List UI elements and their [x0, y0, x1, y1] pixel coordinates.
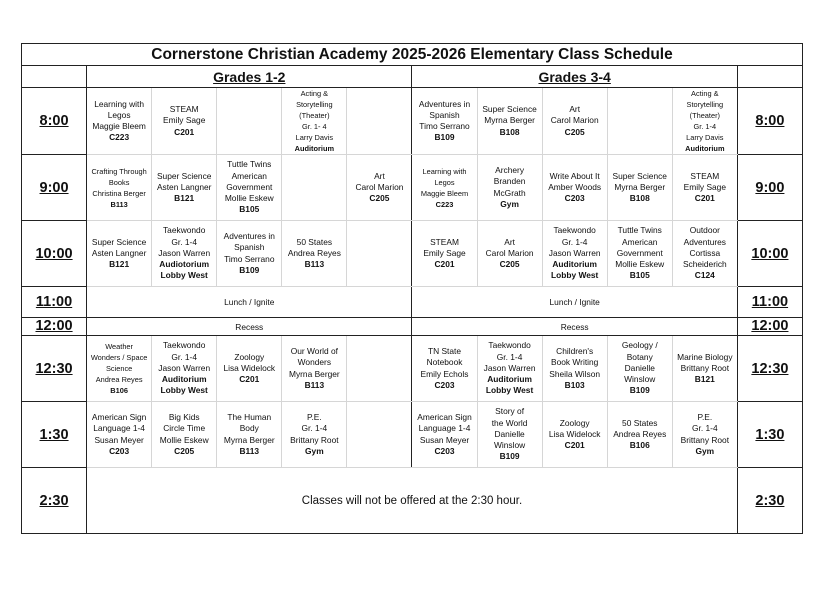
room-location: C205: [369, 193, 390, 204]
class-detail: Myrna Berger: [223, 434, 275, 445]
class-name: Crafting Through: [91, 166, 147, 176]
class-name: Zoology: [234, 351, 265, 362]
class-name: Tuttle Twins: [227, 159, 272, 170]
class-name: STEAM: [430, 236, 459, 247]
room-location: Lobby West: [485, 385, 534, 396]
time-label: 11:00: [22, 287, 87, 318]
class-name: Story of: [495, 406, 525, 417]
empty-class-cell: [347, 336, 412, 402]
class-name: Super Science: [91, 236, 147, 247]
class-detail: Jason Warren: [158, 247, 211, 258]
room-location: Auditorium: [685, 144, 725, 153]
class-detail: Asten Langner: [156, 181, 212, 192]
class-detail: Gr. 1- 4: [302, 122, 327, 131]
class-cell: [542, 155, 607, 221]
room-location: C201: [174, 126, 195, 137]
class-cell: [412, 402, 477, 468]
room-location: Audiotorium: [159, 259, 210, 270]
schedule-row: [22, 336, 803, 402]
class-detail: Books: [108, 177, 130, 187]
class-detail: (Theater): [299, 111, 330, 120]
class-cell: [672, 402, 737, 468]
class-name: Art: [569, 104, 581, 115]
class-name: Big Kids: [168, 412, 200, 423]
room-location: Auditorium: [161, 374, 207, 385]
class-detail: Larry Davis: [295, 133, 334, 142]
class-detail: Mollie Eskew: [224, 193, 274, 204]
class-detail: (Theater): [689, 111, 721, 120]
class-cell: [412, 336, 477, 402]
class-name: Tuttle Twins: [617, 225, 662, 236]
class-detail: Maggie Bleem: [92, 121, 146, 131]
room-location: B113: [110, 199, 128, 209]
room-location: C201: [434, 259, 455, 270]
class-detail: Myrna Berger: [484, 115, 535, 126]
class-name: Super Science: [482, 104, 537, 115]
time-label: 2:30: [737, 468, 802, 534]
class-detail: Maggie Bleem: [420, 188, 469, 198]
schedule-row: [22, 221, 803, 287]
class-detail: Carol Marion: [355, 181, 404, 192]
class-cell: [672, 155, 737, 221]
schedule-title: Cornerstone Christian Academy 2025-2026 Elementary Class Schedule: [22, 44, 803, 66]
class-detail: Andrea Reyes: [613, 428, 667, 439]
header-corner-right: [737, 66, 802, 88]
class-detail: Myrna Berger: [288, 368, 340, 379]
class-detail: Scheiderich: [682, 259, 727, 270]
class-cell: [477, 88, 542, 155]
class-detail: Storytelling: [296, 100, 333, 109]
class-detail: Gr. 1-4: [561, 236, 588, 247]
class-detail: Book Writing: [551, 357, 599, 368]
class-detail: Jason Warren: [483, 362, 536, 373]
class-detail: Botany: [626, 351, 653, 362]
class-detail: Carol Marion: [550, 115, 599, 126]
class-name: Super Science: [612, 170, 667, 181]
class-name: 50 States: [296, 236, 333, 247]
class-name: Our World of: [290, 346, 339, 357]
class-cell: [607, 155, 672, 221]
class-detail: Mollie Eskew: [159, 434, 209, 445]
room-location: Lobby West: [551, 270, 599, 281]
class-detail: Asten Langner: [91, 247, 147, 258]
class-name: Archery: [495, 165, 525, 176]
empty-class-cell: [347, 402, 412, 468]
empty-class-cell: [217, 88, 282, 155]
class-detail: Storytelling: [686, 100, 724, 109]
room-location: Auditorium: [294, 144, 335, 153]
class-detail: Notebook: [426, 357, 463, 368]
recess-cell: Recess: [412, 318, 737, 336]
class-name: Children's: [556, 346, 594, 357]
room-location: C201: [564, 440, 585, 451]
class-detail: Winslow: [493, 440, 526, 451]
class-detail: Emily Sage: [163, 115, 206, 126]
class-detail: Circle Time: [163, 423, 206, 434]
class-name: Adventures in: [223, 231, 275, 242]
class-detail: Myrna Berger: [614, 181, 666, 192]
class-cell: [412, 221, 477, 287]
class-detail: Adventures: [683, 236, 726, 247]
class-detail: Emily Sage: [423, 247, 466, 258]
class-cell: [542, 336, 607, 402]
empty-class-cell: [607, 88, 672, 155]
class-detail: Language 1-4: [418, 423, 471, 434]
grade-group-header: Grades 1-2: [87, 66, 412, 88]
class-cell: [477, 155, 542, 221]
class-name: Acting &: [300, 89, 329, 98]
class-detail: Sheila Wilson: [549, 368, 601, 379]
lunch-cell: Lunch / Ignite: [412, 287, 737, 318]
class-cell: [87, 155, 152, 221]
room-location: B105: [239, 204, 260, 215]
time-label: 1:30: [737, 402, 802, 468]
class-detail: Emily Sage: [683, 181, 726, 192]
schedule-row: [22, 402, 803, 468]
room-location: C203: [564, 193, 585, 204]
room-location: C124: [694, 270, 715, 281]
time-label: 11:00: [737, 287, 802, 318]
room-location: B121: [174, 193, 195, 204]
class-detail: Government: [226, 181, 273, 192]
class-name: Taekwondo: [163, 225, 206, 236]
time-label: 10:00: [737, 221, 802, 287]
class-detail: Lisa Widelock: [548, 428, 601, 439]
class-detail: Branden: [493, 176, 526, 187]
class-detail: Cortissa: [689, 247, 721, 258]
class-detail: Gr. 1-4: [301, 423, 328, 434]
class-name: Zoology: [559, 417, 590, 428]
room-location: B121: [694, 374, 715, 385]
room-location: C205: [174, 445, 195, 456]
room-location: C201: [239, 374, 260, 385]
class-cell: [217, 402, 282, 468]
no-classes-note: Classes will not be offered at the 2:30 hour.: [87, 468, 738, 534]
class-cell: [152, 88, 217, 155]
class-detail: Timo Serrano: [419, 121, 470, 131]
class-detail: Language 1-4: [93, 423, 145, 434]
room-location: Gym: [500, 198, 519, 209]
class-detail: American: [622, 236, 658, 247]
room-location: Auditorium: [487, 374, 532, 385]
room-location: B109: [499, 451, 520, 462]
room-location: Gym: [305, 445, 324, 456]
class-detail: the World: [491, 417, 528, 428]
class-name: TN State: [427, 346, 462, 357]
class-cell: [282, 402, 347, 468]
class-cell: [217, 155, 282, 221]
room-location: B121: [109, 259, 130, 270]
class-detail: Brittany Root: [290, 434, 339, 445]
time-label: 8:00: [22, 88, 87, 155]
class-detail: Legos: [434, 177, 455, 187]
class-name: P.E.: [697, 412, 713, 423]
class-detail: Spanish: [234, 242, 265, 253]
class-cell: [672, 336, 737, 402]
room-location: C205: [564, 126, 585, 137]
room-location: B113: [239, 445, 260, 456]
class-cell: [542, 402, 607, 468]
empty-class-cell: [282, 155, 347, 221]
recess-cell: Recess: [87, 318, 412, 336]
class-cell: [152, 155, 217, 221]
empty-class-cell: [347, 88, 412, 155]
class-cell: [282, 88, 347, 155]
class-name: American Sign: [417, 412, 472, 423]
class-detail: McGrath: [493, 187, 526, 198]
class-name: Outdoor: [689, 225, 720, 236]
room-location: B106: [629, 440, 650, 451]
time-label: 1:30: [22, 402, 87, 468]
lunch-row: [22, 287, 803, 318]
class-schedule-table: [21, 43, 803, 534]
class-detail: American: [231, 170, 267, 181]
class-cell: [412, 155, 477, 221]
class-detail: Andrea Reyes: [95, 375, 143, 384]
time-label: 10:00: [22, 221, 87, 287]
class-cell: [152, 402, 217, 468]
class-name: Taekwondo: [163, 340, 206, 351]
class-detail: Gr. 1-4: [496, 351, 523, 362]
class-cell: [607, 402, 672, 468]
class-cell: [217, 336, 282, 402]
class-detail: Mollie Eskew: [615, 259, 665, 270]
class-cell: [607, 336, 672, 402]
class-detail: Wonders / Space: [90, 353, 148, 362]
time-label: 12:00: [737, 318, 802, 336]
grade-group-header: Grades 3-4: [412, 66, 737, 88]
class-name: Learning with: [94, 98, 145, 109]
room-location: B113: [304, 379, 325, 390]
class-detail: Susan Meyer: [94, 434, 144, 445]
class-detail: Jason Warren: [158, 362, 211, 373]
room-location: C223: [435, 199, 454, 209]
class-detail: Christina Berger: [92, 188, 146, 198]
class-detail: Brittany Root: [680, 434, 730, 445]
class-name: STEAM: [690, 170, 720, 181]
class-detail: Government: [616, 247, 663, 258]
room-location: B103: [564, 379, 585, 390]
class-name: Write About It: [549, 170, 600, 181]
room-location: B105: [629, 270, 650, 281]
class-name: Geology /: [621, 340, 658, 351]
room-location: B108: [499, 126, 520, 137]
time-label: 12:30: [22, 336, 87, 402]
room-location: B109: [629, 385, 650, 396]
class-cell: [87, 221, 152, 287]
class-detail: Wonders: [297, 357, 332, 368]
class-name: Marine Biology: [677, 351, 733, 362]
class-detail: Legos: [107, 109, 131, 120]
class-cell: [672, 221, 737, 287]
class-name: Weather: [105, 342, 134, 351]
class-detail: Winslow: [624, 374, 656, 385]
class-detail: Larry Davis: [686, 133, 724, 142]
time-label: 8:00: [737, 88, 802, 155]
time-label: 9:00: [22, 155, 87, 221]
class-name: Art: [504, 236, 515, 247]
class-detail: Carol Marion: [485, 247, 534, 258]
room-location: Gym: [695, 445, 715, 456]
class-detail: Andrea Reyes: [287, 247, 341, 258]
room-location: B113: [304, 259, 325, 270]
time-label: 12:30: [737, 336, 802, 402]
schedule-row: [22, 155, 803, 221]
class-detail: Danielle: [494, 428, 525, 439]
class-cell: [607, 221, 672, 287]
class-detail: Science: [105, 364, 133, 373]
class-cell: [672, 88, 737, 155]
room-location: C203: [109, 445, 130, 456]
class-name: The Human: [227, 412, 272, 423]
room-location: Lobby West: [160, 385, 208, 396]
lunch-cell: Lunch / Ignite: [87, 287, 412, 318]
class-name: 50 States: [622, 417, 658, 428]
class-detail: Brittany Root: [680, 362, 730, 373]
time-label: 9:00: [737, 155, 802, 221]
class-cell: [347, 155, 412, 221]
class-cell: [412, 88, 477, 155]
empty-class-cell: [347, 221, 412, 287]
class-detail: Jason Warren: [548, 247, 601, 258]
class-cell: [87, 402, 152, 468]
class-name: STEAM: [169, 104, 199, 115]
class-name: Acting &: [691, 89, 719, 98]
room-location: C203: [434, 379, 455, 390]
class-cell: [152, 336, 217, 402]
room-location: B106: [110, 386, 128, 395]
class-name: American Sign: [91, 412, 147, 423]
room-location: Auditorium: [552, 259, 597, 270]
final-row: [22, 468, 803, 534]
room-location: B108: [629, 193, 650, 204]
class-cell: [477, 336, 542, 402]
room-location: C201: [694, 193, 715, 204]
class-name: P.E.: [306, 412, 322, 423]
class-detail: Spanish: [429, 109, 460, 120]
class-detail: Amber Woods: [548, 181, 602, 192]
class-cell: [542, 221, 607, 287]
room-location: B109: [239, 264, 260, 275]
room-location: C223: [109, 132, 130, 143]
class-detail: Gr. 1-4: [171, 236, 197, 247]
recess-row: [22, 318, 803, 336]
class-detail: Susan Meyer: [419, 434, 470, 445]
time-label: 12:00: [22, 318, 87, 336]
class-cell: [282, 336, 347, 402]
header-corner-left: [22, 66, 87, 88]
class-name: Learning with: [422, 166, 467, 176]
class-name: Taekwondo: [488, 340, 531, 351]
class-detail: Gr. 1-4: [693, 122, 717, 131]
room-location: C203: [434, 445, 455, 456]
class-cell: [477, 221, 542, 287]
class-cell: [542, 88, 607, 155]
time-label: 2:30: [22, 468, 87, 534]
schedule-row: [22, 88, 803, 155]
room-location: C205: [499, 259, 520, 270]
class-name: Super Science: [156, 170, 212, 181]
class-name: Adventures in: [418, 98, 471, 109]
class-name: Taekwondo: [553, 225, 596, 236]
class-detail: Danielle: [624, 362, 655, 373]
class-detail: Body: [239, 423, 259, 434]
class-cell: [152, 221, 217, 287]
class-detail: Lisa Widelock: [223, 362, 276, 373]
class-cell: [217, 221, 282, 287]
class-detail: Gr. 1-4: [171, 351, 197, 362]
class-detail: Timo Serrano: [224, 253, 275, 264]
class-cell: [477, 402, 542, 468]
class-detail: Emily Echols: [420, 368, 469, 379]
class-cell: [87, 336, 152, 402]
room-location: B109: [434, 132, 455, 143]
class-detail: Gr. 1-4: [692, 423, 718, 434]
class-name: Art: [374, 170, 385, 181]
class-cell: [282, 221, 347, 287]
room-location: Lobby West: [160, 270, 208, 281]
class-cell: [87, 88, 152, 155]
